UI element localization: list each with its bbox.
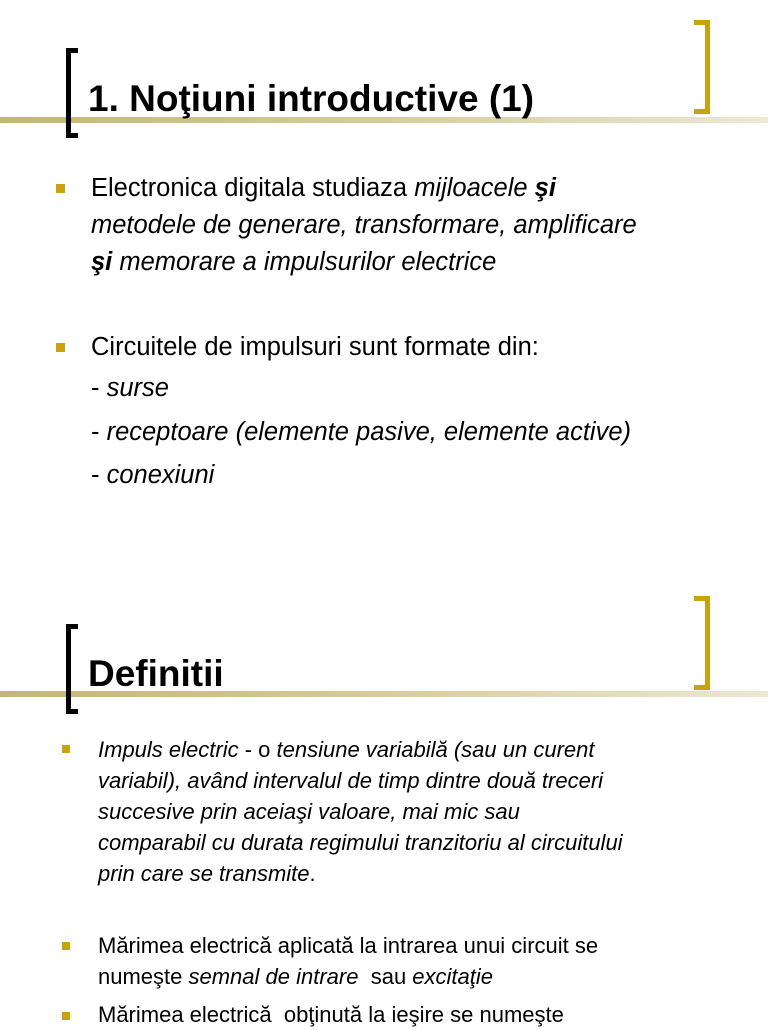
definition-text: [98, 734, 623, 889]
text-line: Mărimea electrică aplicată la intrarea unui circuit se: [98, 933, 599, 958]
bullet-marker: [62, 942, 70, 950]
text-line: Electronica digitala studiaza mijloacele şi: [91, 174, 556, 202]
bullet-marker: [62, 745, 70, 753]
slide-title: Definitii: [88, 653, 224, 694]
list-item: - receptoare (elemente pasive, elemente active): [91, 418, 632, 446]
text-line: Mărimea electrică obţinută la ieşire se numeşte: [98, 1002, 564, 1027]
title-bracket-right: [694, 596, 710, 690]
list-item: - conexiuni: [91, 461, 215, 489]
bullet-text: Circuitele de impulsuri sunt formate din:: [91, 333, 539, 361]
text-line: variabil), având intervalul de timp dintre două treceri: [98, 768, 604, 793]
title-bracket-left: [66, 624, 78, 714]
text-line: succesive prin aceiaşi valoare, mai mic sau: [98, 799, 520, 824]
text-line: Impuls electric - o tensiune variabilă (sau un curent: [98, 737, 595, 762]
text-line: prin care se transmite.: [98, 861, 316, 886]
text-line: numeşte semnal de intrare sau excitaţie: [98, 964, 494, 989]
slide-title: 1. Noţiuni introductive (1): [88, 78, 535, 119]
text-line: şi memorare a impulsurilor electrice: [91, 248, 497, 276]
bullet-marker: [62, 1012, 70, 1020]
text-line: metodele de generare, transformare, amplificare: [91, 211, 637, 239]
text-line: comparabil cu durata regimului tranzitoriu al circuitului: [98, 830, 623, 855]
list-item: - surse: [91, 374, 169, 402]
definition-text: [98, 999, 564, 1030]
definition-text: [98, 930, 598, 992]
